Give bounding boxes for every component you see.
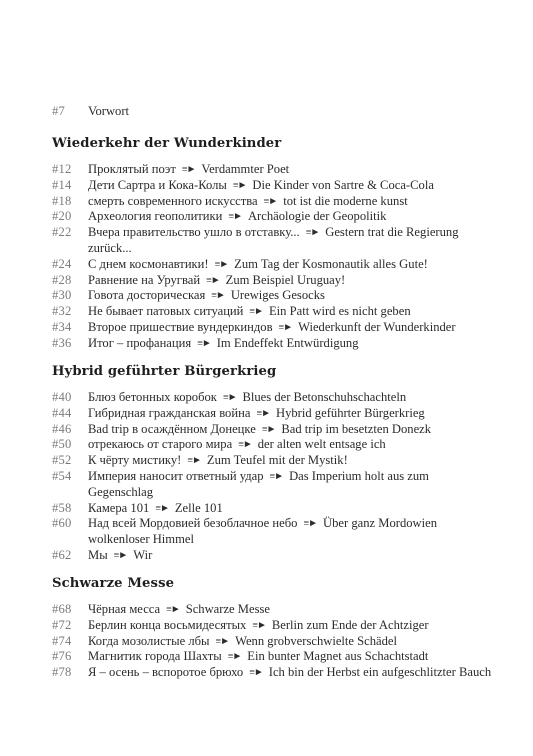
page-number: #20	[52, 209, 72, 224]
page-number: #34	[52, 319, 72, 334]
entry-title	[88, 178, 492, 194]
entry-title	[88, 634, 492, 650]
toc-entry	[52, 390, 492, 406]
page-number: #54	[52, 468, 72, 483]
title-german: Das Imperium holt aus zum Gegenschlag	[88, 468, 429, 499]
title-russian: Равнение на Уругвай	[88, 272, 201, 287]
entry-title	[88, 257, 492, 273]
title-russian: Империя наносит ответный удар	[88, 468, 264, 483]
title-russian: Археология геополитики	[88, 209, 223, 224]
entry-title	[88, 453, 492, 469]
arrow-separator-icon: ≡►	[228, 211, 242, 223]
entry-title	[88, 422, 492, 438]
toc-entry	[52, 406, 492, 422]
page-number: #52	[52, 453, 72, 468]
section-title: Schwarze Messe	[52, 576, 175, 591]
page-number: #22	[52, 225, 72, 240]
entry-title	[88, 162, 492, 178]
page-number: #24	[52, 256, 72, 271]
arrow-separator-icon: ≡►	[249, 667, 263, 679]
toc-entry	[52, 437, 492, 453]
toc-entry	[52, 548, 492, 564]
toc-entry	[52, 336, 492, 352]
title-german: Archäologie der Geopolitik	[247, 209, 387, 224]
arrow-separator-icon: ≡►	[166, 604, 180, 615]
arrow-separator-icon: ≡►	[187, 455, 201, 467]
arrow-separator-icon: ≡►	[238, 439, 252, 451]
entry-title	[88, 437, 492, 453]
page-number: #30	[52, 288, 72, 303]
toc-entry	[52, 178, 492, 194]
toc-entry	[52, 257, 492, 273]
title-russian: Над всей Мордовией безоблачное небо	[88, 516, 298, 531]
page-number: #78	[52, 665, 72, 680]
arrow-separator-icon: ≡►	[278, 321, 293, 333]
arrow-separator-icon: ≡►	[303, 518, 318, 530]
title-german: der alten welt entsage ich	[257, 437, 386, 452]
title-german: Im Endeffekt Entwürdigung	[216, 335, 359, 350]
title-german: Blues der Betonschuhschachteln	[242, 390, 407, 404]
page-number: #60	[52, 516, 72, 531]
page-number: #12	[52, 162, 72, 176]
title-russian: Мы	[88, 547, 108, 562]
title-russian: Когда мозолистые лбы	[88, 633, 210, 648]
title-german: Zum Tag der Kosmonautik alles Gute!	[234, 256, 428, 271]
arrow-separator-icon: ≡►	[155, 502, 169, 514]
entry-title	[88, 618, 492, 634]
entry-title	[88, 548, 492, 564]
title-german: Bad trip im besetzten Donezk	[281, 421, 432, 436]
arrow-separator-icon: ≡►	[261, 423, 276, 435]
entry-title	[88, 649, 492, 665]
arrow-separator-icon: ≡►	[197, 337, 211, 349]
toc-entry	[52, 225, 492, 257]
toc-entry	[52, 453, 492, 469]
page-number: #68	[52, 602, 72, 616]
entry-title	[88, 225, 492, 257]
toc-entry	[52, 516, 492, 548]
arrow-separator-icon: ≡►	[232, 179, 247, 191]
title-german: Verdammter Poet	[201, 162, 290, 176]
entry-title	[88, 304, 492, 320]
title-russian: Итог – профанация	[88, 335, 192, 350]
title-german: Wir	[133, 547, 153, 562]
title-german: Ich bin der Herbst ein aufgeschlitzter Bauch	[268, 665, 492, 680]
page-number: #50	[52, 437, 72, 452]
entry-title	[88, 209, 492, 225]
title-russian: Не бывает патовых ситуаций	[88, 304, 244, 319]
arrow-separator-icon: ≡►	[206, 274, 220, 286]
toc-entry	[52, 469, 492, 501]
entry-title	[88, 336, 492, 352]
arrow-separator-icon: ≡►	[249, 306, 263, 318]
title-russian: Второе пришествие вундеркиндов	[88, 319, 273, 334]
title-russian: Дети Сартра и Кока-Колы	[88, 177, 227, 192]
arrow-separator-icon: ≡►	[227, 651, 242, 663]
title-russian: Гибридная гражданская война	[88, 405, 251, 420]
toc-entry	[52, 618, 492, 634]
entry-title	[88, 501, 492, 517]
title-russian: отрекаюсь от старого мира	[88, 437, 233, 452]
entry-title: Vorwort	[88, 104, 130, 118]
title-german: Gestern trat die Regierung zurück...	[88, 225, 459, 255]
toc-entry	[52, 209, 492, 225]
page-number: #36	[52, 335, 72, 350]
title-russian: Блюз бетонных коробок	[88, 390, 217, 404]
title-russian: К чёрту мистику!	[88, 453, 182, 468]
toc-entry	[52, 665, 492, 681]
page-number: #14	[52, 177, 72, 192]
arrow-separator-icon: ≡►	[211, 290, 225, 302]
page-number: #72	[52, 617, 72, 632]
title-russian: С днем космонавтики!	[88, 256, 209, 271]
entry-title	[88, 516, 492, 548]
title-german: Über ganz Mordowien wolkenloser Himmel	[88, 516, 438, 547]
entry-title	[88, 194, 492, 210]
arrow-separator-icon: ≡►	[305, 227, 320, 239]
entry-title	[88, 406, 492, 422]
title-german: Ein Patt wird es nicht geben	[268, 304, 411, 319]
page-number: #44	[52, 405, 72, 420]
arrow-separator-icon: ≡►	[252, 619, 266, 631]
title-german: Schwarze Messe	[185, 602, 270, 616]
title-russian: Говота досторическая	[88, 288, 206, 303]
title-russian: Вчера правительство ушло в отставку...	[88, 225, 300, 240]
title-german: Die Kinder von Sartre & Coca-Cola	[252, 177, 434, 192]
toc-entry	[52, 422, 492, 438]
title-russian: Берлин конца восьмидесятых	[88, 617, 247, 632]
title-russian: Чёрная месса	[88, 602, 161, 616]
toc-entry	[52, 273, 492, 289]
intro-entry	[52, 104, 129, 120]
toc-entry	[52, 320, 492, 336]
title-german: Zum Teufel mit der Mystik!	[206, 453, 348, 468]
toc-entry	[52, 304, 492, 320]
page-number: #62	[52, 547, 72, 562]
page-number: #58	[52, 500, 72, 515]
toc-entry	[52, 649, 492, 665]
entry-title	[88, 469, 492, 501]
entry-title	[88, 288, 492, 304]
arrow-separator-icon: ≡►	[256, 407, 270, 419]
page-number: #40	[52, 390, 72, 404]
section-title: Wiederkehr der Wunderkinder	[52, 136, 282, 151]
toc-entry	[52, 162, 492, 178]
arrow-separator-icon: ≡►	[214, 258, 229, 270]
arrow-separator-icon: ≡►	[269, 470, 284, 482]
title-german: tot ist die moderne kunst	[283, 193, 408, 208]
title-russian: Магнитик города Шахты	[88, 649, 222, 664]
page-number: #46	[52, 421, 72, 436]
title-german: Ein bunter Magnet aus Schachtstadt	[247, 649, 429, 664]
entry-title	[88, 320, 492, 336]
toc-entry	[52, 501, 492, 517]
title-german: Wenn grobverschwielte Schädel	[235, 633, 398, 648]
title-russian: смерть современного искусства	[88, 193, 258, 208]
arrow-separator-icon: ≡►	[181, 164, 196, 175]
title-german: Berlin zum Ende der Achtziger	[271, 617, 429, 632]
toc-entry	[52, 194, 492, 210]
page-number: #28	[52, 272, 72, 287]
title-german: Wiederkunft der Wunderkinder	[298, 319, 456, 334]
title-german: Hybrid geführter Bürgerkrieg	[275, 405, 425, 420]
title-russian: Камера 101	[88, 500, 150, 515]
section-schwarze-messe	[52, 576, 492, 681]
section-wiederkehr	[52, 136, 492, 352]
entry-title	[88, 273, 492, 289]
arrow-separator-icon: ≡►	[263, 195, 278, 207]
toc-entry	[52, 288, 492, 304]
title-german: Zelle 101	[174, 500, 223, 515]
page-number: #18	[52, 193, 72, 208]
title-russian: Bad trip в осаждённом Донецке	[88, 421, 256, 436]
arrow-separator-icon: ≡►	[215, 635, 230, 647]
toc-entry	[52, 602, 492, 618]
page-number: #32	[52, 304, 72, 319]
section-title: Hybrid geführter Bürgerkrieg	[52, 364, 277, 379]
title-russian: Проклятый поэт	[88, 162, 176, 176]
section-hybrid	[52, 364, 492, 564]
arrow-separator-icon: ≡►	[222, 392, 237, 403]
page-number: #7	[52, 104, 65, 118]
toc-entry	[52, 634, 492, 650]
page-number: #74	[52, 633, 72, 648]
entry-title	[88, 602, 492, 618]
title-german: Urewiges Gesocks	[230, 288, 325, 303]
arrow-separator-icon: ≡►	[113, 549, 128, 561]
entry-title	[88, 665, 492, 681]
title-german: Zum Beispiel Uruguay!	[225, 272, 346, 287]
title-russian: Я – осень – вспоротое брюхо	[88, 665, 244, 680]
entry-title	[88, 390, 492, 406]
page-number: #76	[52, 649, 72, 664]
